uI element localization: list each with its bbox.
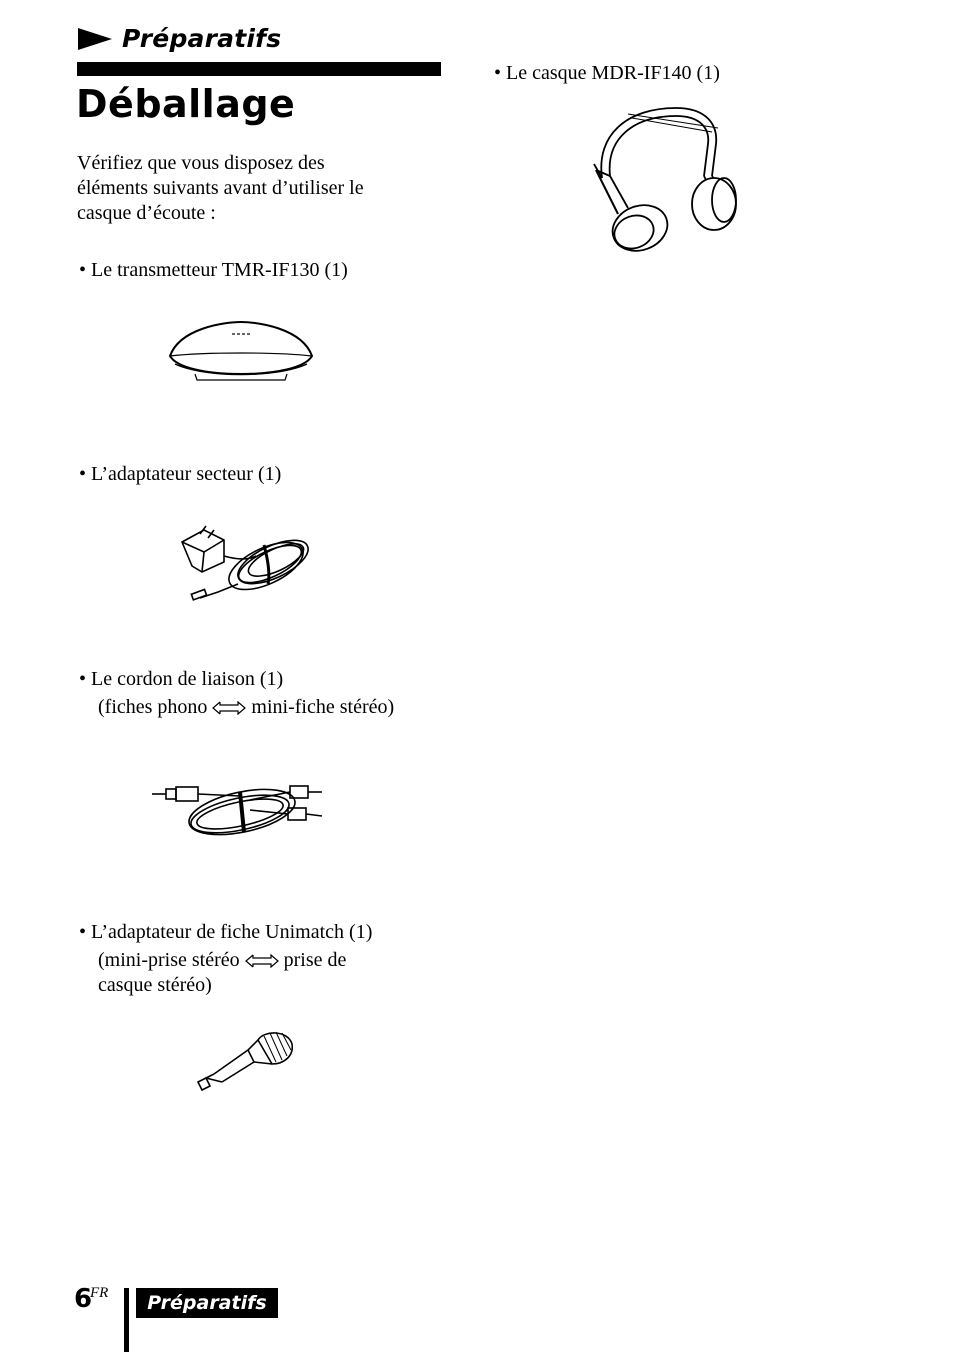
item-detail: prise de xyxy=(283,949,347,971)
list-item-unimatch-adaptor xyxy=(79,920,372,998)
item-detail: casque stéréo) xyxy=(98,974,212,996)
item-label: L’adaptateur secteur (1) xyxy=(91,463,282,485)
item-label: Le transmetteur TMR-IF130 (1) xyxy=(91,259,348,281)
headphones-illustration xyxy=(588,104,748,252)
list-item-connecting-cord xyxy=(79,667,394,720)
page-number: 6 xyxy=(74,1284,93,1314)
item-label: Le cordon de liaison (1) xyxy=(91,668,284,690)
double-arrow-icon xyxy=(245,954,279,968)
bullet: • xyxy=(79,921,87,943)
transmitter-illustration xyxy=(165,318,317,384)
page-title: Déballage xyxy=(76,82,296,126)
intro-paragraph xyxy=(77,151,437,226)
bullet: • xyxy=(79,668,87,690)
item-label: Le casque MDR-IF140 (1) xyxy=(506,62,720,84)
connecting-cord-illustration xyxy=(150,770,330,838)
item-detail: (mini-prise stéréo xyxy=(98,949,240,971)
item-detail: (fiches phono xyxy=(98,696,208,718)
section-label: Préparatifs xyxy=(122,24,282,53)
list-item-transmitter xyxy=(79,258,348,283)
page-language-suffix: FR xyxy=(90,1285,109,1301)
intro-line: éléments suivants avant d’utiliser le xyxy=(77,177,364,199)
intro-line: casque d’écoute : xyxy=(77,202,216,224)
item-detail: mini-fiche stéréo) xyxy=(251,696,395,718)
triangle-arrow-icon xyxy=(78,28,112,50)
list-item-headphones xyxy=(494,61,720,86)
double-arrow-icon xyxy=(212,701,246,715)
list-item-ac-adaptor xyxy=(79,462,281,487)
footer-vertical-bar xyxy=(124,1288,129,1352)
section-heading xyxy=(78,24,281,53)
bullet: • xyxy=(79,259,87,281)
intro-line: Vérifiez que vous disposez des xyxy=(77,152,325,174)
item-label: L’adaptateur de fiche Unimatch (1) xyxy=(91,921,373,943)
bullet: • xyxy=(494,62,502,84)
footer-section-tab: Préparatifs xyxy=(136,1288,278,1318)
heading-rule xyxy=(77,62,441,76)
ac-adaptor-illustration xyxy=(178,520,318,604)
unimatch-plug-adaptor-illustration xyxy=(192,1028,296,1094)
bullet: • xyxy=(79,463,87,485)
